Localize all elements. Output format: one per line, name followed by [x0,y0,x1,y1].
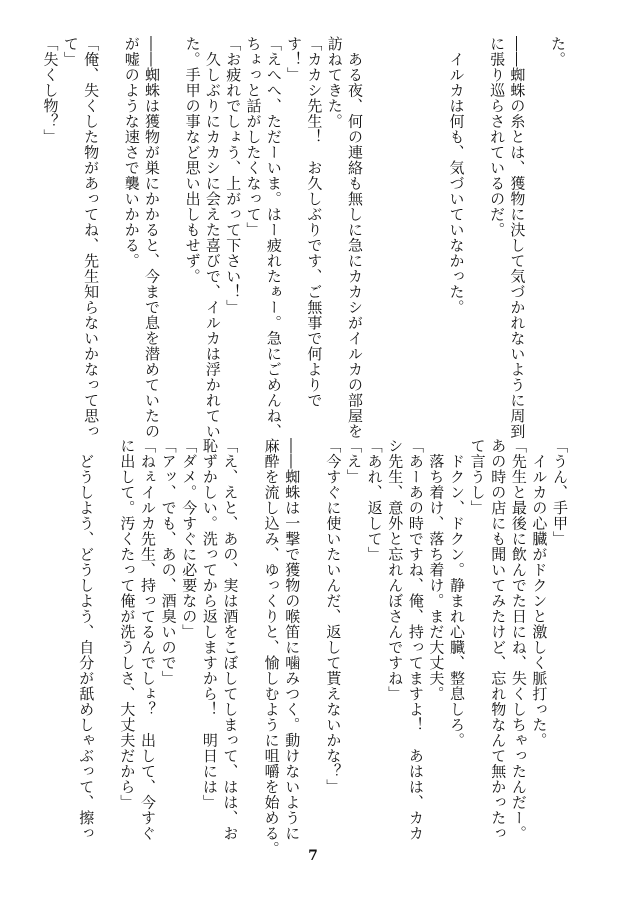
text-line: に出して。汚くたって俺が洗うしさ、大丈夫だから」 [118,438,137,810]
text-line: 「うん、手甲」 [551,438,569,547]
text-line: 恥ずかしい。洗ってから返しますから！ 明日には」 [200,438,219,810]
text-line: 「ダメ。今すぐに必要なの」 [180,438,199,640]
text-line: 「え、えと、あの、実は酒をこぼしてしまって、はは、お [221,438,240,841]
text-line: が嘘のような速さで襲いかかる。 [122,36,141,269]
text-line: どうしよう、どうしよう、自分が舐めしゃぶって、擦っ [77,438,96,841]
text-line: ――蜘蛛の糸とは、獲物に決して気づかれないように周到 [508,36,527,439]
text-line: す！」 [285,36,304,83]
page-number: 7 [308,848,318,864]
text-line: 「俺、失くした物があってね、先生知らないかなって思っ [82,36,101,439]
text-line: 久しぶりにカカシに会えた喜びで、イルカは浮かれてい [203,36,222,439]
text-line: 落ち着け、落ち着け。まだ大丈夫。 [427,438,446,702]
text-line: ある夜、何の連絡も無しに急にカカシがイルカの部屋を [346,36,364,439]
text-line: 訪ねてきた。 [325,36,344,129]
text-line: ――蜘蛛は一撃で獲物の喉笛に噛みつく。動けないように [283,438,302,841]
upper-text-block [0,36,626,446]
text-line: シ先生、意外と忘れんぼさんですね」 [386,438,405,702]
text-line: て言うし」 [468,438,487,516]
text-line: 「アッ、でも、あの、酒臭いので」 [159,438,178,686]
text-line: 「ねぇイルカ先生、持ってるんでしょ？ 出して、今すぐ [139,438,157,841]
text-line: 「えへへ、ただーいま。はー疲れたぁー。急にごめんね、 [264,36,283,439]
text-line: 「あーあの時ですね、俺、持ってますよ！ あはは、カカ [406,438,425,841]
text-line: イルカは何も、気づいていなかった。 [447,36,466,315]
text-line: 「カカシ先生！ お久しぶりです、ご無事で何よりで [305,36,324,408]
text-line: 「先生と最後に飲んでた日にね、失くしちゃったんだー。 [509,438,528,841]
text-line: ドクン、ドクン。静まれ心臓、整息しろ。 [448,438,466,748]
lower-text-block [0,438,626,857]
text-line: あの時の店にも聞いてみたけど、忘れ物なんて無かったっ [489,438,508,841]
text-line: 「お疲れでしょう、上がって下さい！」 [224,36,243,315]
text-line: た。 [549,36,567,67]
text-line: 麻酔を流し込み、ゆっくりと、愉しむように咀嚼を始める。 [262,438,281,857]
text-line: ちょっと話がしたくなって」 [244,36,263,238]
text-line: た。手甲の事など思い出しもせず。 [183,36,202,284]
text-line: 「失くし物？」 [41,36,60,145]
text-line: て」 [61,36,80,67]
text-line: に張り巡らされているのだ。 [488,36,507,238]
text-line: イルカの心臓がドクンと激しく脈打った。 [530,438,549,748]
text-line: ――蜘蛛は獲物が巣にかかると、今まで息を潜めていたの [143,36,161,439]
text-line: 「あれ、返して」 [365,438,384,562]
text-line: 「今すぐに使いたいんだ、返して貰えないかな？」 [324,438,343,795]
text-line: 「え」 [345,438,363,485]
